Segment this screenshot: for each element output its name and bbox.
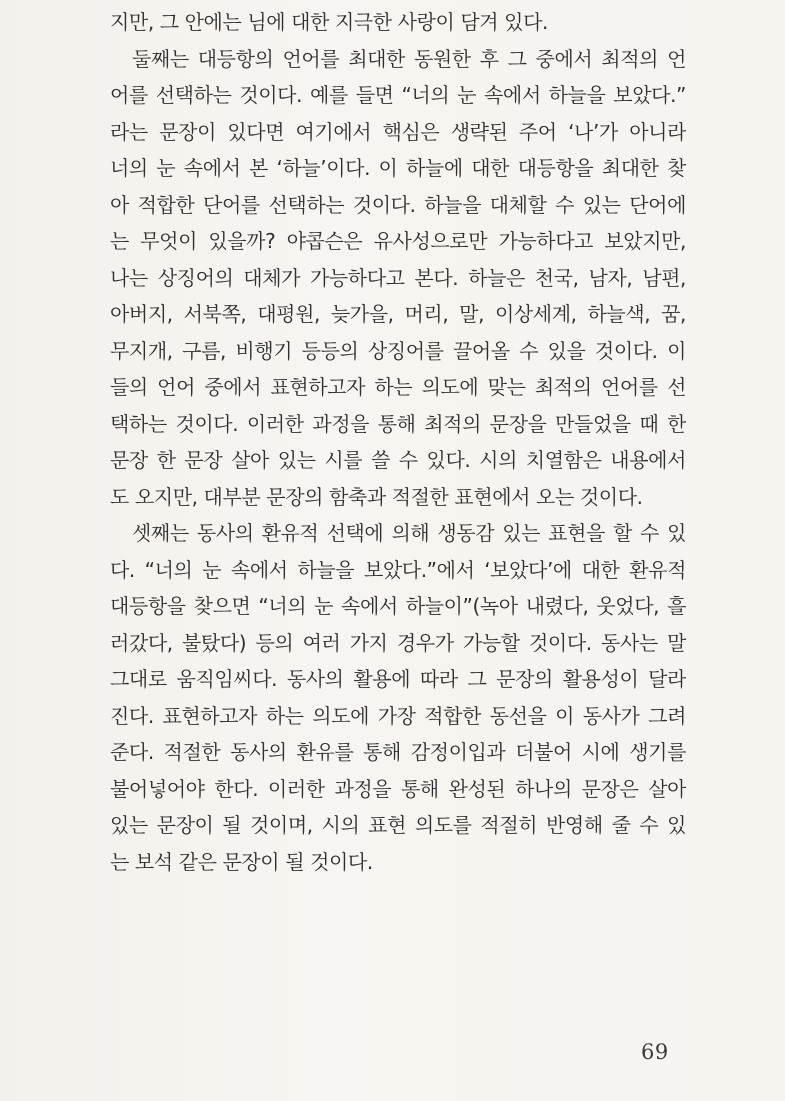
text-line: 들의 언어 중에서 표현하고자 하는 의도에 맞는 최적의 언어를 선 <box>110 375 686 399</box>
text-line: 준다. 적절한 동사의 환유를 통해 감정이입과 더불어 시에 생기를 <box>110 740 686 764</box>
text-line: 도 오지만, 대부분 문장의 함축과 적절한 표현에서 오는 것이다. <box>110 484 643 509</box>
text-line: 는 보석 같은 문장이 될 것이다. <box>110 849 373 874</box>
text-line: 는 무엇이 있을까? 야콥슨은 유사성으로만 가능하다고 보았지만, <box>110 229 686 253</box>
body-text <box>110 4 686 880</box>
text-line: 그대로 움직임씨다. 동사의 활용에 따라 그 문장의 활용성이 달라 <box>110 667 686 691</box>
text-line: 대등항을 찾으면 “너의 눈 속에서 하늘이”(녹아 내렸다, 웃었다, 흘 <box>110 594 686 618</box>
text-line: 라는 문장이 있다면 여기에서 핵심은 생략된 주어 ‘나’가 아니라 <box>110 119 686 144</box>
text-line: 택하는 것이다. 이러한 과정을 통해 최적의 문장을 만들었을 때 한 <box>110 411 686 436</box>
text-line: 다. “너의 눈 속에서 하늘을 보았다.”에서 ‘보았다’에 대한 환유적 <box>110 557 686 582</box>
text-line: 나는 상징어의 대체가 가능하다고 본다. 하늘은 천국, 남자, 남편, <box>110 265 686 290</box>
text-line: 러갔다, 불탔다) 등의 여러 가지 경우가 가능할 것이다. 동사는 말 <box>110 630 686 655</box>
text-line: 아 적합한 단어를 선택하는 것이다. 하늘을 대체할 수 있는 단어에 <box>110 192 686 217</box>
text-line: 어를 선택하는 것이다. 예를 들면 “너의 눈 속에서 하늘을 보았다.” <box>110 83 686 107</box>
text-line: 지만, 그 안에는 님에 대한 지극한 사랑이 담겨 있다. <box>110 10 548 34</box>
text-line: 무지개, 구름, 비행기 등등의 상징어를 끌어올 수 있을 것이다. 이 <box>110 338 686 363</box>
text-line: 진다. 표현하고자 하는 의도에 가장 적합한 동선을 이 동사가 그려 <box>110 703 686 728</box>
text-line: 둘째는 대등항의 언어를 최대한 동원한 후 그 중에서 최적의 언 <box>132 46 686 71</box>
text-line: 셋째는 동사의 환유적 선택에 의해 생동감 있는 표현을 할 수 있 <box>132 521 686 545</box>
text-line: 너의 눈 속에서 본 ‘하늘’이다. 이 하늘에 대한 대등항을 최대한 찾 <box>110 156 686 180</box>
text-line: 문장 한 문장 살아 있는 시를 쓸 수 있다. 시의 치열함은 내용에서 <box>110 448 686 472</box>
text-line: 있는 문장이 될 것이며, 시의 표현 의도를 적절히 반영해 줄 수 있 <box>110 813 686 837</box>
text-line: 불어넣어야 한다. 이러한 과정을 통해 완성된 하나의 문장은 살아 <box>110 776 686 801</box>
text-line: 아버지, 서북쪽, 대평원, 늦가을, 머리, 말, 이상세계, 하늘색, 꿈, <box>110 302 686 326</box>
page-number: 69 <box>641 1040 669 1064</box>
